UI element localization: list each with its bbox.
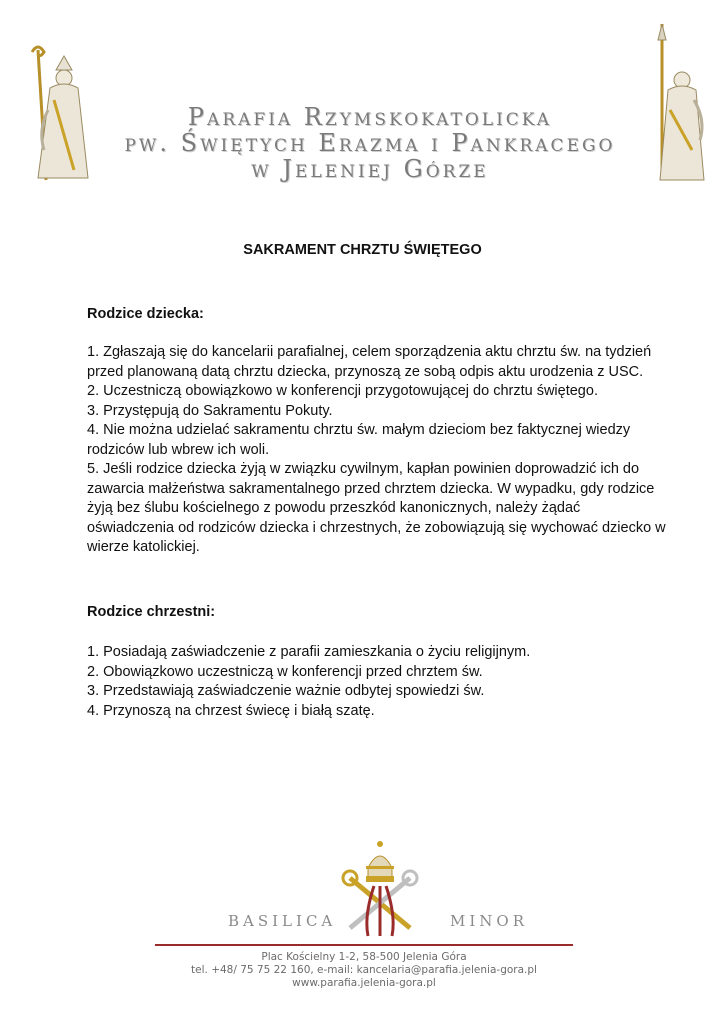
- letterhead-footer: [0, 830, 725, 1024]
- list-item: 5. Jeśli rodzice dziecka żyją w związku cywilnym, kapłan powinien doprowadzić ich do zawarcia małżeństwa sakramentalnego przed chrztem dziecka. W wypadku, gdy rodzice żyją bez ślubu kościelnego z powodu przeszkód kanonicznych, należy żądać oświadczenia od rodziców dziecka i chrzestnych, że zobowiązują się wychować dziecko w wierze katolickiej.: [87, 461, 666, 555]
- footer-divider: [155, 944, 573, 946]
- list-item: 4. Przynoszą na chrzest świecę i białą szatę.: [87, 702, 375, 719]
- contact-block: [155, 951, 573, 990]
- bishop-statue-icon: [18, 40, 108, 190]
- list-item: 2. Obowiązkowo uczestniczą w konferencji przed chrztem św.: [87, 663, 483, 680]
- letterhead: [0, 0, 725, 200]
- address-line: Plac Kościelny 1-2, 58-500 Jelenia Góra: [261, 951, 467, 963]
- saint-statue-icon: [634, 20, 714, 188]
- parents-requirements-list: [87, 343, 667, 558]
- list-item: 1. Zgłaszają się do kancelarii parafialnej, celem sporządzenia aktu chrztu św. na tydzień przed planowaną datą chrztu dziecka, przynoszą ze sobą odpis aktu urodzenia z USC.: [87, 344, 652, 380]
- godparents-requirements-list: [87, 643, 667, 721]
- basilica-label: BASILICA: [228, 912, 337, 930]
- section-heading-godparents: Rodzice chrzestni:: [87, 604, 216, 620]
- section-heading-parents: Rodzice dziecka:: [87, 306, 204, 322]
- document-title: SAKRAMENT CHRZTU ŚWIĘTEGO: [243, 242, 482, 258]
- list-item: 4. Nie można udzielać sakramentu chrztu św. małym dzieciom bez faktycznej wiedzy rodziców lub wbrew ich woli.: [87, 422, 631, 458]
- list-item: 3. Przystępują do Sakramentu Pokuty.: [87, 402, 333, 419]
- website-link[interactable]: www.parafia.jelenia-gora.pl: [292, 977, 436, 989]
- list-item: 2. Uczestniczą obowiązkowo w konferencji przygotowującej do chrztu świętego.: [87, 383, 598, 399]
- papal-keys-emblem-icon: [330, 838, 430, 938]
- parish-name-line-3: w Jeleniej Górze: [251, 155, 489, 183]
- list-item: 3. Przedstawiają zaświadczenie ważnie odbytej spowiedzi św.: [87, 683, 485, 699]
- contact-line: tel. +48/ 75 75 22 160, e-mail: kancelaria@parafia.jelenia-gora.pl: [191, 964, 537, 976]
- list-item: 1. Posiadają zaświadczenie z parafii zamieszkania o życiu religijnym.: [87, 644, 531, 660]
- parish-name-line-2: pw. Świętych Erazma i Pankracego: [124, 129, 616, 157]
- parish-name-line-1: Parafia Rzymskokatolicka: [187, 103, 553, 131]
- minor-label: MINOR: [450, 912, 529, 930]
- parish-name: [110, 104, 630, 182]
